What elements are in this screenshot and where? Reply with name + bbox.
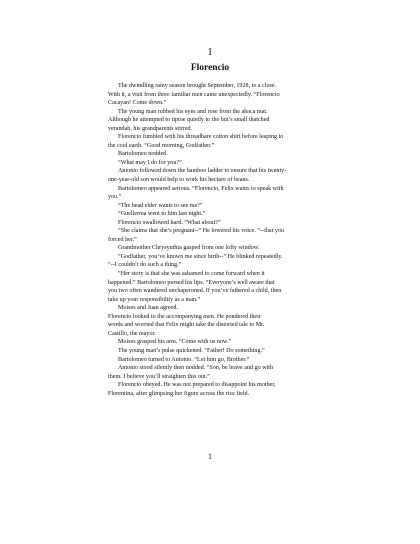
text-line: “Godfather, you’ve known me since birth--” He blinked repeatedly. bbox=[118, 253, 283, 260]
text-line: Florencio obeyed. He was not prepared to disappoint his mother, bbox=[118, 382, 276, 389]
text-line: “--I couldn’t do such a thing.” bbox=[108, 262, 182, 269]
text-line: the cool earth. “Good morning, Godfather.” bbox=[108, 142, 215, 149]
text-line: you two often wandered unchaperoned. If you’ve fathered a child, then bbox=[108, 288, 282, 295]
chapter-title: Florencio bbox=[190, 63, 230, 73]
text-line: Bartolomeo nodded. bbox=[118, 151, 168, 158]
text-line: Grandmother Chrysynthia gasped from one lofty window. bbox=[118, 245, 260, 252]
text-line: “The head elder wants to see me?” bbox=[118, 202, 203, 209]
chapter-number: 1 bbox=[207, 46, 213, 58]
text-line: Florencio swallowed hard. “What about?” bbox=[118, 219, 221, 226]
text-line: The dwindling rainy season brought September, 1928, to a close. bbox=[118, 83, 277, 89]
text-line: Cacayan! Come down.” bbox=[108, 100, 167, 107]
text-line: Although he attempted to tiptoe quietly to the hut’s small thatched bbox=[108, 117, 270, 124]
text-line: Florentina, after glimpsing her figure across the rice field. bbox=[108, 390, 250, 397]
text-line: you.” bbox=[108, 194, 122, 201]
text-line: Antonio stood silently then nodded. “Son, be brave and go with bbox=[118, 365, 274, 372]
text-line: Bartolomeo appeared serious. “Florencio, Felix wants to speak with bbox=[118, 185, 284, 192]
text-line: one-year-old son would help to work his hectare of beans. bbox=[108, 177, 250, 184]
text-line: “Guellerma went to him last night.” bbox=[118, 211, 206, 218]
text-line: “What may I do for you?” bbox=[118, 159, 182, 166]
text-line: Castillo, the mayor. bbox=[108, 330, 156, 337]
text-line: happened.” Bartolomeo pursed his lips. “Everyone’s well aware that bbox=[108, 279, 275, 286]
text-line: words and worried that Felix might take the distorted tale to Mr. bbox=[108, 322, 265, 329]
text-line: The young man’s pulse quickened. “Father! Do something.” bbox=[118, 347, 265, 354]
page-number: 1 bbox=[208, 452, 212, 461]
text-line: Bartolomeo turned to Antonio. “Let him go, Brother.” bbox=[118, 356, 250, 363]
text-line: The young man rubbed his eyes and rose from the abaca mat. bbox=[118, 108, 268, 115]
text-line: them. I believe you’ll straighten this out.” bbox=[108, 373, 210, 380]
chapter-body bbox=[108, 82, 328, 398]
text-line: With it, a visit from three familiar men came unexpectedly. “Florencio bbox=[108, 91, 280, 98]
text-line: “She claims that she’s pregnant--” He lowered his voice. “--that you bbox=[118, 228, 284, 235]
text-line: Antonio followed down the bamboo ladder to ensure that his twenty- bbox=[118, 168, 287, 175]
text-line: Moises and Juan agreed. bbox=[118, 305, 178, 312]
text-line: “Her story is that she was ashamed to come forward when it bbox=[118, 271, 265, 278]
text-line: take up your responsibility as a man.” bbox=[108, 296, 201, 303]
text-line: Moises grasped his arm. “Come with us now.” bbox=[118, 339, 232, 346]
text-line: Florencio looked to the accompanying men. He pondered their bbox=[108, 313, 261, 320]
text-line: verandah, his grandparents stirred. bbox=[108, 125, 193, 132]
text-line: forced her.” bbox=[108, 236, 137, 243]
text-line: Florencio fumbled with his threadbare cotton shirt before leaping to bbox=[118, 134, 284, 141]
